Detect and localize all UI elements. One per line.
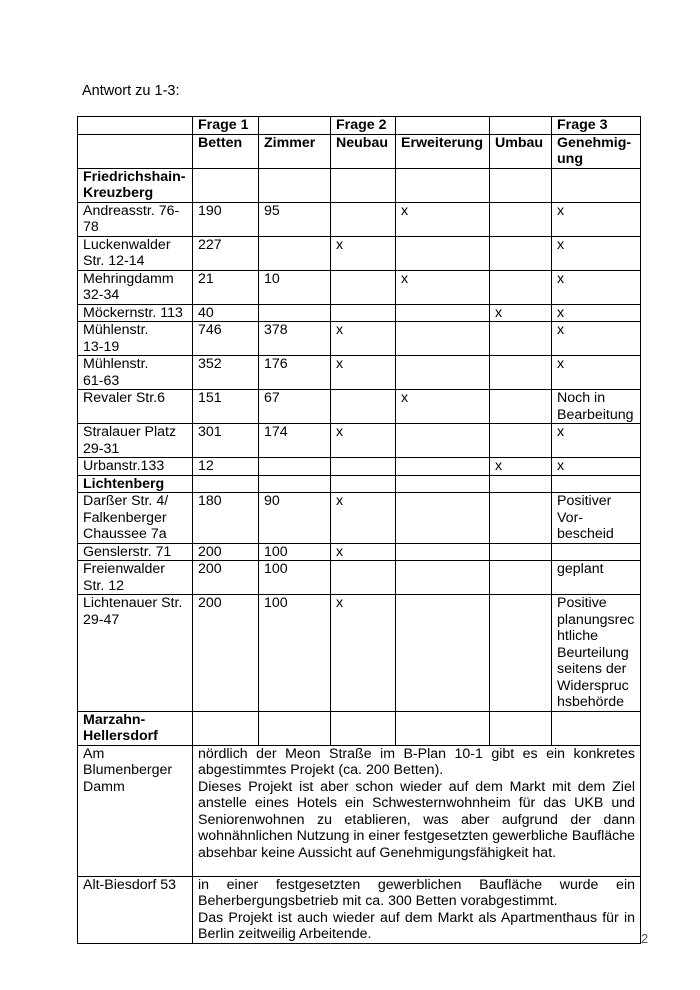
table-row — [78, 876, 641, 943]
location-name: Andreasstr. 76- 78 — [78, 202, 193, 236]
erweiterung-cell — [396, 595, 490, 712]
umbau-cell — [490, 424, 552, 458]
location-name: Möckernstr. 113 — [78, 304, 193, 322]
betten-cell: 200 — [193, 561, 259, 595]
header-cell: Neubau — [331, 134, 396, 168]
erweiterung-cell — [396, 356, 490, 390]
erweiterung-cell — [396, 458, 490, 476]
empty-cell — [490, 168, 552, 202]
umbau-cell: x — [490, 304, 552, 322]
genehmigung-cell: x — [552, 322, 641, 356]
header-cell: Zimmer — [259, 134, 331, 168]
header-cell — [78, 117, 193, 135]
betten-cell: 40 — [193, 304, 259, 322]
betten-cell: 301 — [193, 424, 259, 458]
zimmer-cell — [259, 304, 331, 322]
neubau-cell — [331, 561, 396, 595]
header-cell — [78, 134, 193, 168]
neubau-cell: x — [331, 543, 396, 561]
neubau-cell: x — [331, 322, 396, 356]
genehmigung-cell — [552, 543, 641, 561]
header-cell: Umbau — [490, 134, 552, 168]
genehmigung-cell: x — [552, 458, 641, 476]
neubau-cell — [331, 202, 396, 236]
erweiterung-cell — [396, 236, 490, 270]
empty-cell — [552, 711, 641, 745]
location-name: Mühlenstr. 61-63 — [78, 356, 193, 390]
betten-cell: 746 — [193, 322, 259, 356]
empty-cell — [552, 168, 641, 202]
erweiterung-cell — [396, 322, 490, 356]
table-row — [78, 356, 641, 390]
umbau-cell — [490, 322, 552, 356]
table-row — [78, 322, 641, 356]
empty-cell — [396, 475, 490, 493]
zimmer-cell: 100 — [259, 595, 331, 712]
zimmer-cell: 176 — [259, 356, 331, 390]
neubau-cell — [331, 304, 396, 322]
umbau-cell — [490, 561, 552, 595]
district-name: Marzahn- Hellersdorf — [78, 711, 193, 745]
district-row — [78, 711, 641, 745]
genehmigung-cell: x — [552, 202, 641, 236]
header-row-columns — [78, 134, 641, 168]
location-name: Lichtenauer Str. 29-47 — [78, 595, 193, 712]
erweiterung-cell — [396, 493, 490, 544]
erweiterung-cell — [396, 561, 490, 595]
table-row — [78, 202, 641, 236]
umbau-cell — [490, 202, 552, 236]
empty-cell — [396, 168, 490, 202]
hotel-projects-table — [77, 116, 641, 944]
genehmigung-cell: x — [552, 356, 641, 390]
neubau-cell: x — [331, 493, 396, 544]
header-cell — [259, 117, 331, 135]
location-name: Alt-Biesdorf 53 — [78, 876, 193, 943]
genehmigung-cell: x — [552, 424, 641, 458]
erweiterung-cell: x — [396, 270, 490, 304]
umbau-cell: x — [490, 458, 552, 476]
genehmigung-cell: x — [552, 236, 641, 270]
empty-cell — [259, 168, 331, 202]
district-name: Friedrichshain- Kreuzberg — [78, 168, 193, 202]
zimmer-cell — [259, 236, 331, 270]
betten-cell: 180 — [193, 493, 259, 544]
neubau-cell: x — [331, 356, 396, 390]
location-name: Stralauer Platz 29-31 — [78, 424, 193, 458]
district-name: Lichtenberg — [78, 475, 193, 493]
betten-cell: 190 — [193, 202, 259, 236]
betten-cell: 352 — [193, 356, 259, 390]
empty-cell — [331, 711, 396, 745]
umbau-cell — [490, 356, 552, 390]
umbau-cell — [490, 493, 552, 544]
district-row — [78, 168, 641, 202]
neubau-cell — [331, 270, 396, 304]
table-row — [78, 304, 641, 322]
genehmigung-cell: x — [552, 304, 641, 322]
header-row-questions — [78, 117, 641, 135]
erweiterung-cell: x — [396, 390, 490, 424]
table-row — [78, 493, 641, 544]
location-name: Luckenwalder Str. 12-14 — [78, 236, 193, 270]
table-row — [78, 561, 641, 595]
neubau-cell — [331, 390, 396, 424]
project-description: in einer festgesetzten gewerblichen Baufläche wurde ein Beherbergungsbetrieb mit ca. 300 Betten vorabgestimmt. Das Projekt ist auch wieder auf dem Markt als Apartmenthaus für in Berlin zeitweilig Arbeitende. — [193, 876, 641, 943]
zimmer-cell: 378 — [259, 322, 331, 356]
location-name: Mehringdamm 32-34 — [78, 270, 193, 304]
header-cell: Betten — [193, 134, 259, 168]
location-name: Freienwalder Str. 12 — [78, 561, 193, 595]
table-row — [78, 595, 641, 712]
empty-cell — [331, 475, 396, 493]
umbau-cell — [490, 595, 552, 712]
location-name: Genslerstr. 71 — [78, 543, 193, 561]
betten-cell: 200 — [193, 543, 259, 561]
district-row — [78, 475, 641, 493]
empty-cell — [490, 711, 552, 745]
umbau-cell — [490, 270, 552, 304]
genehmigung-cell: Noch in Bearbeitung — [552, 390, 641, 424]
table-row — [78, 390, 641, 424]
zimmer-cell: 67 — [259, 390, 331, 424]
table-row — [78, 270, 641, 304]
table-row — [78, 236, 641, 270]
table-row — [78, 458, 641, 476]
erweiterung-cell — [396, 424, 490, 458]
header-cell: Frage 1 — [193, 117, 259, 135]
empty-cell — [331, 168, 396, 202]
location-name: Am Blumenberger Damm — [78, 745, 193, 876]
neubau-cell: x — [331, 595, 396, 712]
empty-cell — [396, 711, 490, 745]
genehmigung-cell: Positive planungsrec htliche Beurteilung seitens der Widerspruc hsbehörde — [552, 595, 641, 712]
header-cell — [396, 117, 490, 135]
header-cell: Frage 2 — [331, 117, 396, 135]
betten-cell: 21 — [193, 270, 259, 304]
empty-cell — [259, 475, 331, 493]
header-cell: Frage 3 — [552, 117, 641, 135]
empty-cell — [490, 475, 552, 493]
genehmigung-cell: Positiver Vor- bescheid — [552, 493, 641, 544]
erweiterung-cell — [396, 304, 490, 322]
betten-cell: 227 — [193, 236, 259, 270]
empty-cell — [193, 711, 259, 745]
neubau-cell: x — [331, 236, 396, 270]
zimmer-cell: 100 — [259, 561, 331, 595]
umbau-cell — [490, 543, 552, 561]
genehmigung-cell: geplant — [552, 561, 641, 595]
zimmer-cell: 100 — [259, 543, 331, 561]
empty-cell — [259, 711, 331, 745]
location-name: Mühlenstr. 13-19 — [78, 322, 193, 356]
header-cell: Genehmig- ung — [552, 134, 641, 168]
zimmer-cell: 10 — [259, 270, 331, 304]
umbau-cell — [490, 390, 552, 424]
project-description: nördlich der Meon Straße im B-Plan 10-1 gibt es ein konkretes abgestimmtes Projekt (ca. 200 Betten). Dieses Projekt ist aber schon wieder auf dem Markt mit dem Ziel anstelle eines Hotels ein Schwesternwohnheim für das UKB und Seniorenwohnen zu etablieren, was aber aufgrund der dann wohnähnlichen Nutzung in einer festgesetzten gewerbliche Baufläche absehbar keine Aussicht auf Genehmigungsfähigkeit hat. — [193, 745, 641, 876]
neubau-cell: x — [331, 424, 396, 458]
genehmigung-cell: x — [552, 270, 641, 304]
erweiterung-cell — [396, 543, 490, 561]
betten-cell: 12 — [193, 458, 259, 476]
empty-cell — [193, 168, 259, 202]
answer-heading: Antwort zu 1-3: — [82, 83, 180, 99]
location-name: Revaler Str.6 — [78, 390, 193, 424]
location-name: Urbanstr.133 — [78, 458, 193, 476]
zimmer-cell: 95 — [259, 202, 331, 236]
betten-cell: 200 — [193, 595, 259, 712]
umbau-cell — [490, 236, 552, 270]
zimmer-cell — [259, 458, 331, 476]
empty-cell — [552, 475, 641, 493]
zimmer-cell: 90 — [259, 493, 331, 544]
erweiterung-cell: x — [396, 202, 490, 236]
header-cell — [490, 117, 552, 135]
location-name: Darßer Str. 4/ Falkenberger Chaussee 7a — [78, 493, 193, 544]
page-number: 2 — [641, 931, 649, 946]
empty-cell — [193, 475, 259, 493]
table-row — [78, 424, 641, 458]
neubau-cell — [331, 458, 396, 476]
table-row — [78, 543, 641, 561]
betten-cell: 151 — [193, 390, 259, 424]
zimmer-cell: 174 — [259, 424, 331, 458]
table-row — [78, 745, 641, 876]
header-cell: Erweiterung — [396, 134, 490, 168]
